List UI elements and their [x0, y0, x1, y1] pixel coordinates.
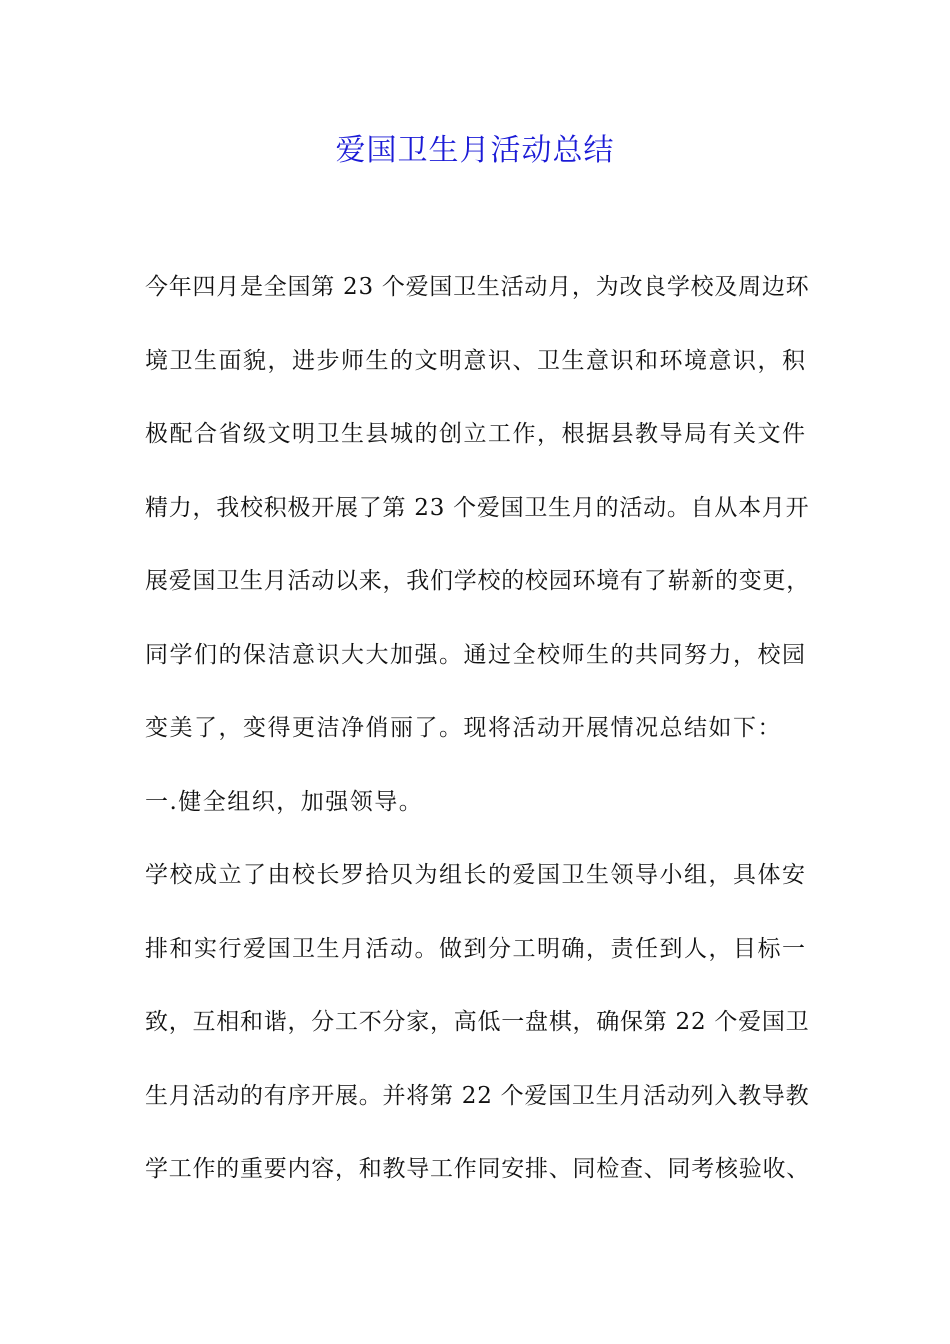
body-line: 境卫生面貌，进步师生的文明意识、卫生意识和环境意识，积: [145, 347, 807, 374]
section-heading: 一.健全组织，加强领导。: [145, 788, 424, 815]
body-line: 生月活动的有序开展。并将第 22 个爱国卫生月活动列入教导教: [145, 1082, 810, 1109]
body-line: 学工作的重要内容，和教导工作同安排、同检查、同考核验收、: [145, 1156, 810, 1182]
body-line: 排和实行爱国卫生月活动。做到分工明确，责任到人，目标一: [145, 935, 807, 962]
body-line: 致，互相和谐，分工不分家，高低一盘棋，确保第 22 个爱国卫: [145, 1009, 810, 1035]
document-title: 爱国卫生月活动总结: [335, 133, 615, 168]
body-line: 精力，我校积极开展了第 23 个爱国卫生月的活动。自从本月开: [145, 494, 810, 521]
body-line: 极配合省级文明卫生县城的创立工作，根据县教导局有关文件: [145, 421, 807, 447]
document-body: [145, 262, 810, 1218]
body-line: 同学们的保洁意识大大加强。通过全校师生的共同努力，校园: [145, 641, 807, 668]
body-line: 学校成立了由校长罗拾贝为组长的爱国卫生领导小组，具体安: [145, 862, 807, 888]
body-line: 展爱国卫生月活动以来，我们学校的校园环境有了崭新的变更，: [145, 568, 810, 594]
body-line: 今年四月是全国第 23 个爱国卫生活动月，为改良学校及周边环: [145, 274, 810, 300]
body-line: 变美了，变得更洁净俏丽了。现将活动开展情况总结如下：: [145, 715, 782, 741]
